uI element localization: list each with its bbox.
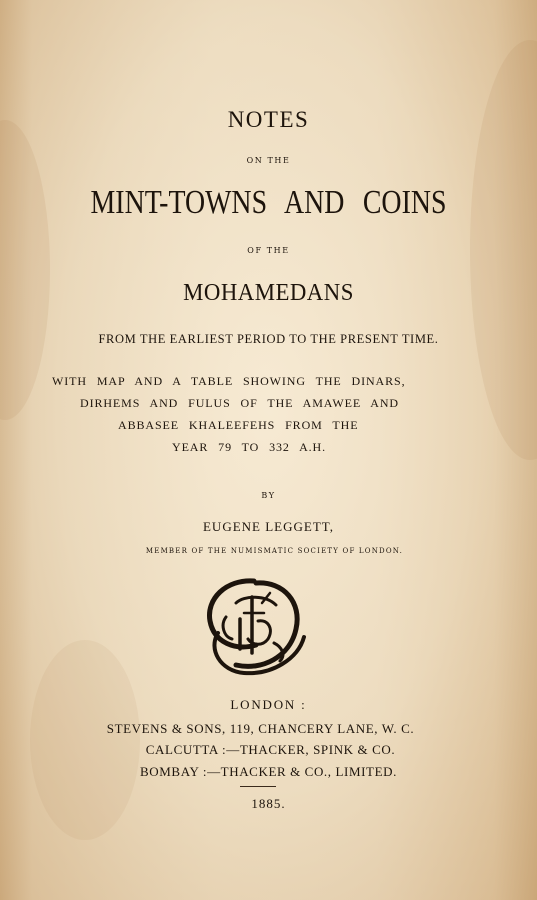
imprint-city: LONDON : [230, 697, 307, 712]
author-name: EUGENE LEGGETT, [202, 519, 334, 534]
title-connector-of-the: OF THE [247, 246, 290, 255]
title-mohamedans: MOHAMEDANS [183, 280, 354, 306]
main-title: MINT-TOWNS AND COINS [90, 184, 447, 221]
description-line-4: YEAR 79 TO 332 A.H. [172, 440, 326, 454]
by-label: BY [261, 491, 276, 500]
description-line-2: DIRHEMS AND FULUS OF THE AMAWEE AND [80, 396, 400, 410]
publication-year: 1885. [251, 796, 286, 811]
imprint-publisher-2: CALCUTTA :—THACKER, SPINK & CO. [145, 742, 396, 757]
subtitle: FROM THE EARLIEST PERIOD TO THE PRESENT TIME. [98, 332, 439, 346]
imprint-publisher-1: STEVENS & SONS, 119, CHANCERY LANE, W. C. [106, 721, 415, 736]
description-line-1: WITH MAP AND A TABLE SHOWING THE DINARS, [52, 374, 406, 388]
description-line-3: ABBASEE KHALEEFEHS FROM THE [118, 418, 359, 432]
paper-stain [30, 640, 140, 840]
publisher-monogram-icon [196, 573, 312, 683]
title-notes: NOTES [227, 107, 310, 132]
imprint-publisher-3: BOMBAY :—THACKER & CO., LIMITED. [140, 764, 397, 779]
divider-rule [240, 786, 276, 787]
paper-stain [0, 120, 50, 420]
author-affiliation: MEMBER OF THE NUMISMATIC SOCIETY OF LONDON. [145, 547, 404, 555]
title-connector-on-the: ON THE [246, 156, 291, 165]
